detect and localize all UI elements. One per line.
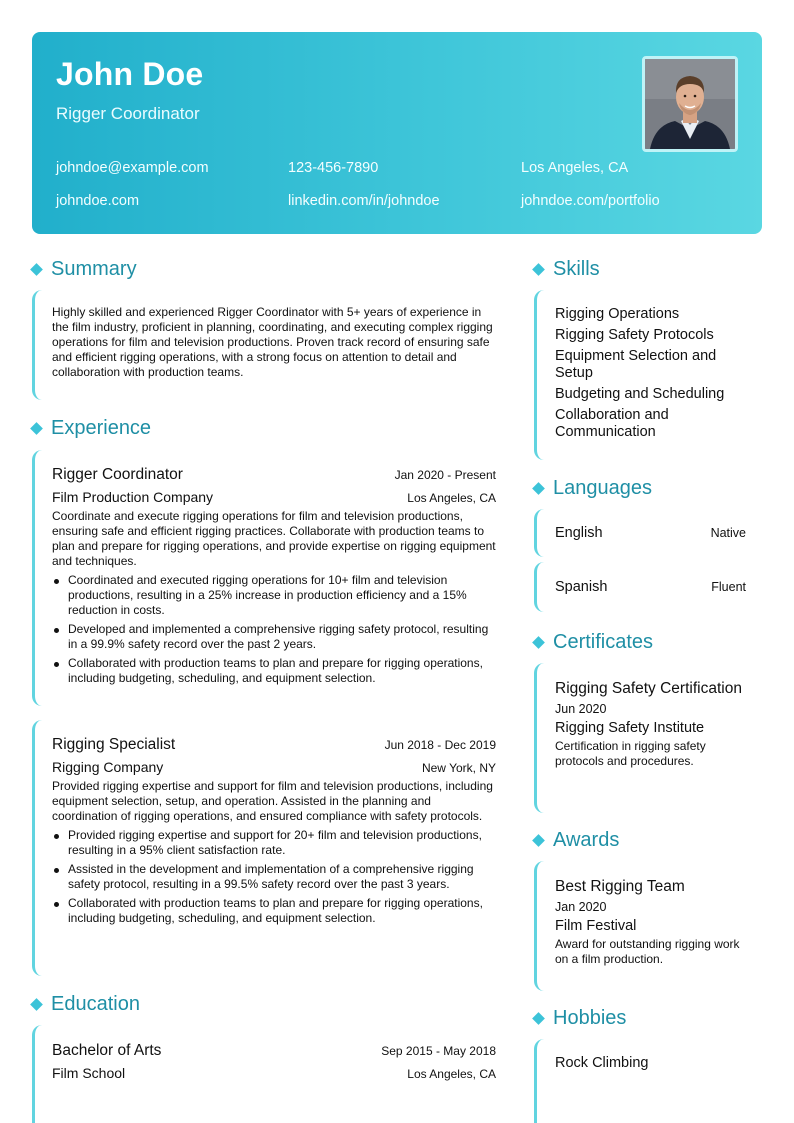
language-item: [534, 509, 746, 557]
candidate-role: Rigger Coordinator: [56, 104, 200, 123]
achievement-item: Collaborated with production teams to plan and prepare for rigging operations, including budgeting, scheduling, and equipment selection.: [52, 656, 496, 686]
awards-heading: [534, 829, 619, 852]
job-dates: Jun 2018 - Dec 2019: [384, 738, 496, 752]
hobbies-heading-label: Hobbies: [553, 1007, 627, 1029]
summary-heading: [32, 258, 137, 281]
diamond-bullet-icon: [30, 263, 43, 276]
education-heading: [32, 993, 140, 1016]
summary-card: [32, 290, 496, 400]
job-location: New York, NY: [421, 761, 496, 775]
education-heading-label: Education: [51, 993, 140, 1015]
languages-heading: [534, 477, 652, 500]
experience-item: [32, 720, 496, 976]
contact-portfolio[interactable]: johndoe.com/portfolio: [521, 193, 660, 209]
skill-item: Equipment Selection and Setup: [555, 348, 717, 381]
diamond-bullet-icon: [532, 1012, 545, 1025]
degree-title: Bachelor of Arts: [52, 1042, 162, 1059]
award-date: Jan 2020: [555, 900, 607, 914]
certificates-heading: [534, 631, 653, 654]
resume-header: [32, 32, 762, 234]
summary-text: Highly skilled and experienced Rigger Coordinator with 5+ years of experience in the film industry, proficient in planning, coordinating, and executing complex rigging operations for film and television productions. Proven track record of ensuring safe and efficient rigging operations, with a strong focus on attention to detail and collaboration with production teams.: [52, 305, 493, 379]
language-level: Fluent: [711, 580, 746, 594]
certificate-description: Certification in rigging safety protocols and procedures.: [555, 739, 706, 768]
achievement-item: Provided rigging expertise and support for 20+ film and television productions, resulting in a 95% client satisfaction rate.: [52, 828, 496, 858]
job-location: Los Angeles, CA: [407, 491, 496, 505]
portrait-icon: [645, 59, 735, 149]
skills-heading-label: Skills: [553, 258, 600, 280]
award-title: Best Rigging Team: [555, 878, 685, 895]
language-level: Native: [710, 526, 746, 540]
certificate-title: Rigging Safety Certification: [555, 680, 742, 697]
diamond-bullet-icon: [532, 834, 545, 847]
candidate-name: John Doe: [56, 56, 204, 92]
job-achievements: [52, 828, 496, 926]
skill-item: Budgeting and Scheduling: [555, 386, 725, 402]
experience-item: [32, 450, 496, 706]
summary-heading-label: Summary: [51, 258, 137, 280]
hobbies-heading: [534, 1007, 626, 1030]
contact-email[interactable]: johndoe@example.com: [56, 160, 209, 176]
job-company: Rigging Company: [52, 759, 164, 775]
job-title: Rigger Coordinator: [52, 466, 183, 483]
diamond-bullet-icon: [532, 482, 545, 495]
achievement-item: Assisted in the development and implementation of a comprehensive rigging safety protocol, resulting in a 99.5% safety record over the past 3 years.: [52, 862, 496, 892]
languages-heading-label: Languages: [553, 477, 652, 499]
diamond-bullet-icon: [532, 263, 545, 276]
certificates-heading-label: Certificates: [553, 631, 654, 653]
diamond-bullet-icon: [30, 422, 43, 435]
school-name: Film School: [52, 1065, 126, 1081]
certificate-issuer: Rigging Safety Institute: [555, 720, 705, 736]
achievement-item: Collaborated with production teams to plan and prepare for rigging operations, including budgeting, scheduling, and equipment selection.: [52, 896, 496, 926]
contact-location: Los Angeles, CA: [521, 160, 629, 176]
skill-item: Rigging Operations: [555, 306, 680, 322]
awards-heading-label: Awards: [553, 829, 620, 851]
skills-heading: [534, 258, 600, 281]
certificate-item: [534, 663, 762, 813]
language-item: [534, 562, 746, 612]
achievement-item: Coordinated and executed rigging operations for 10+ film and television productions, resulting in a 25% increase in production efficiency and a 15% reduction in costs.: [52, 573, 496, 618]
contact-website[interactable]: johndoe.com: [56, 193, 140, 209]
job-dates: Jan 2020 - Present: [394, 468, 496, 482]
job-achievements: [52, 573, 496, 686]
diamond-bullet-icon: [30, 998, 43, 1011]
hobby-item: Rock Climbing: [555, 1055, 649, 1071]
contact-phone[interactable]: 123-456-7890: [288, 160, 379, 176]
language-name: Spanish: [555, 579, 608, 595]
education-item: [32, 1025, 496, 1123]
job-description: Coordinate and execute rigging operations for film and television productions, ensuring safe and efficient rigging practices. Collaborate with production teams to plan and prepare for rigging operations, and provide expertise on rigging equipment and techniques.: [52, 509, 496, 568]
school-location: Los Angeles, CA: [407, 1067, 496, 1081]
skills-card: [534, 290, 762, 460]
job-company: Film Production Company: [52, 489, 214, 505]
experience-heading: [32, 417, 151, 440]
experience-heading-label: Experience: [51, 417, 152, 439]
achievement-item: Developed and implemented a comprehensive rigging safety protocol, resulting in a 99.9% safety record over the past 2 years.: [52, 622, 496, 652]
award-issuer: Film Festival: [555, 918, 637, 934]
job-title: Rigging Specialist: [52, 736, 176, 753]
hobbies-card: [534, 1039, 762, 1123]
profile-photo: [642, 56, 738, 152]
award-item: [534, 861, 762, 991]
language-name: English: [555, 525, 603, 541]
skill-item: Rigging Safety Protocols: [555, 327, 714, 343]
education-dates: Sep 2015 - May 2018: [381, 1044, 496, 1058]
skill-item: Collaboration and Communication: [555, 407, 669, 440]
certificate-date: Jun 2020: [555, 702, 607, 716]
job-description: Provided rigging expertise and support for film and television productions, including equipment selection, setup, and operation. Assisted in the planning and coordination of rigging operations, and ensured compliance with safety protocols.: [52, 779, 493, 823]
diamond-bullet-icon: [532, 636, 545, 649]
contact-linkedin[interactable]: linkedin.com/in/johndoe: [288, 193, 440, 209]
award-description: Award for outstanding rigging work on a film production.: [555, 937, 740, 966]
